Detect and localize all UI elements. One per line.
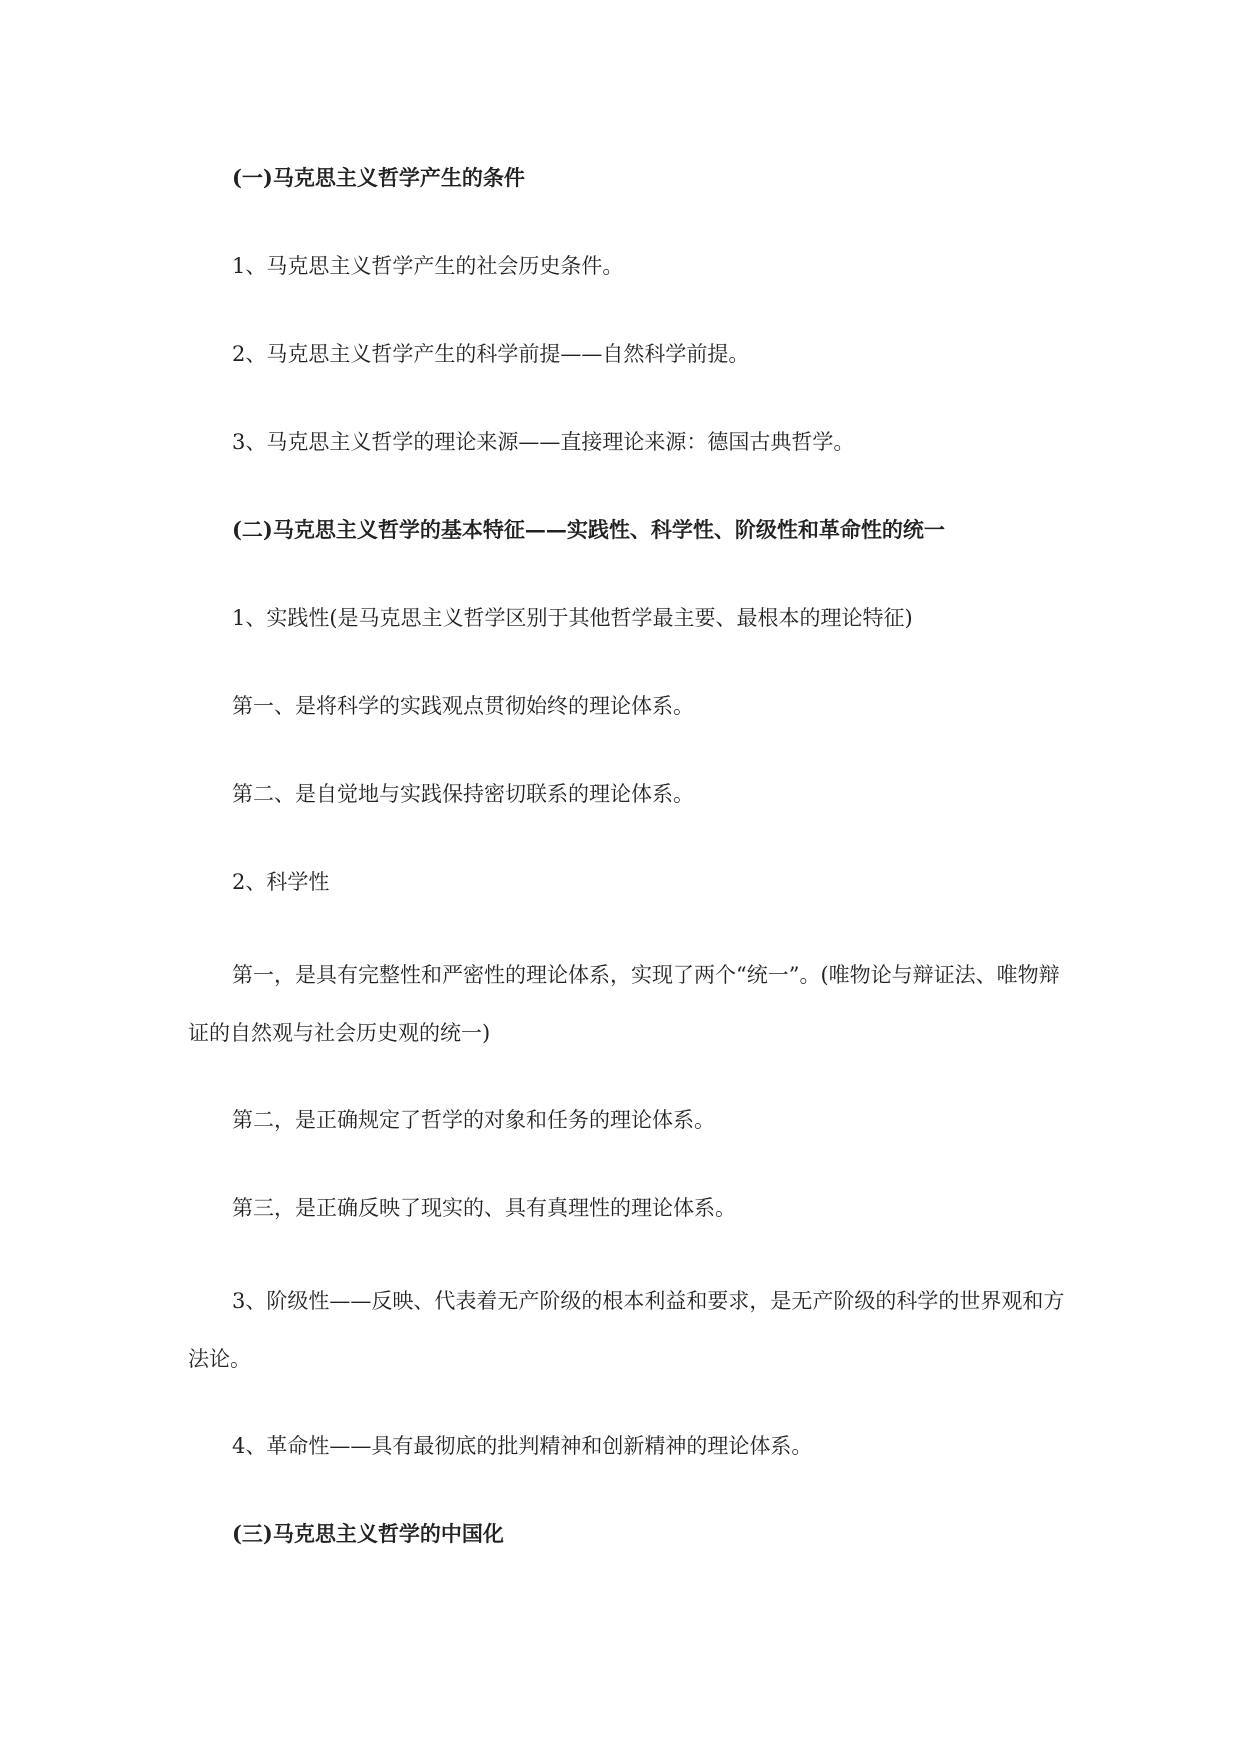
paragraph-1: 1、马克思主义哲学产生的社会历史条件。: [232, 254, 624, 278]
paragraph-5: 第一、是将科学的实践观点贯彻始终的理论体系。: [232, 694, 694, 718]
paragraph-11: 3、阶级性——反映、代表着无产阶级的根本利益和要求，是无产阶级的科学的世界观和方法论。: [188, 1289, 1065, 1371]
paragraph-8: 第一，是具有完整性和严密性的理论体系，实现了两个“统一”。(唯物论与辩证法、唯物辩证的自然观与社会历史观的统一): [188, 963, 1060, 1045]
section-heading-3: (三)马克思主义哲学的中国化: [232, 1521, 504, 1546]
paragraph-9: 第二，是正确规定了哲学的对象和任务的理论体系。: [232, 1108, 715, 1132]
paragraph-2: 2、马克思主义哲学产生的科学前提——自然科学前提。: [232, 342, 750, 366]
paragraph-12: 4、革命性——具有最彻底的批判精神和创新精神的理论体系。: [232, 1434, 813, 1458]
paragraph-3: 3、马克思主义哲学的理论来源——直接理论来源：德国古典哲学。: [232, 430, 855, 454]
paragraph-10: 第三，是正确反映了现实的、具有真理性的理论体系。: [232, 1196, 736, 1220]
paragraph-7: 2、科学性: [232, 870, 330, 894]
section-heading-1: (一)马克思主义哲学产生的条件: [232, 165, 525, 190]
section-heading-2: (二)马克思主义哲学的基本特征——实践性、科学性、阶级性和革命性的统一: [232, 517, 945, 542]
paragraph-6: 第二、是自觉地与实践保持密切联系的理论体系。: [232, 782, 694, 806]
paragraph-4: 1、实践性(是马克思主义哲学区别于其他哲学最主要、最根本的理论特征): [232, 606, 913, 630]
